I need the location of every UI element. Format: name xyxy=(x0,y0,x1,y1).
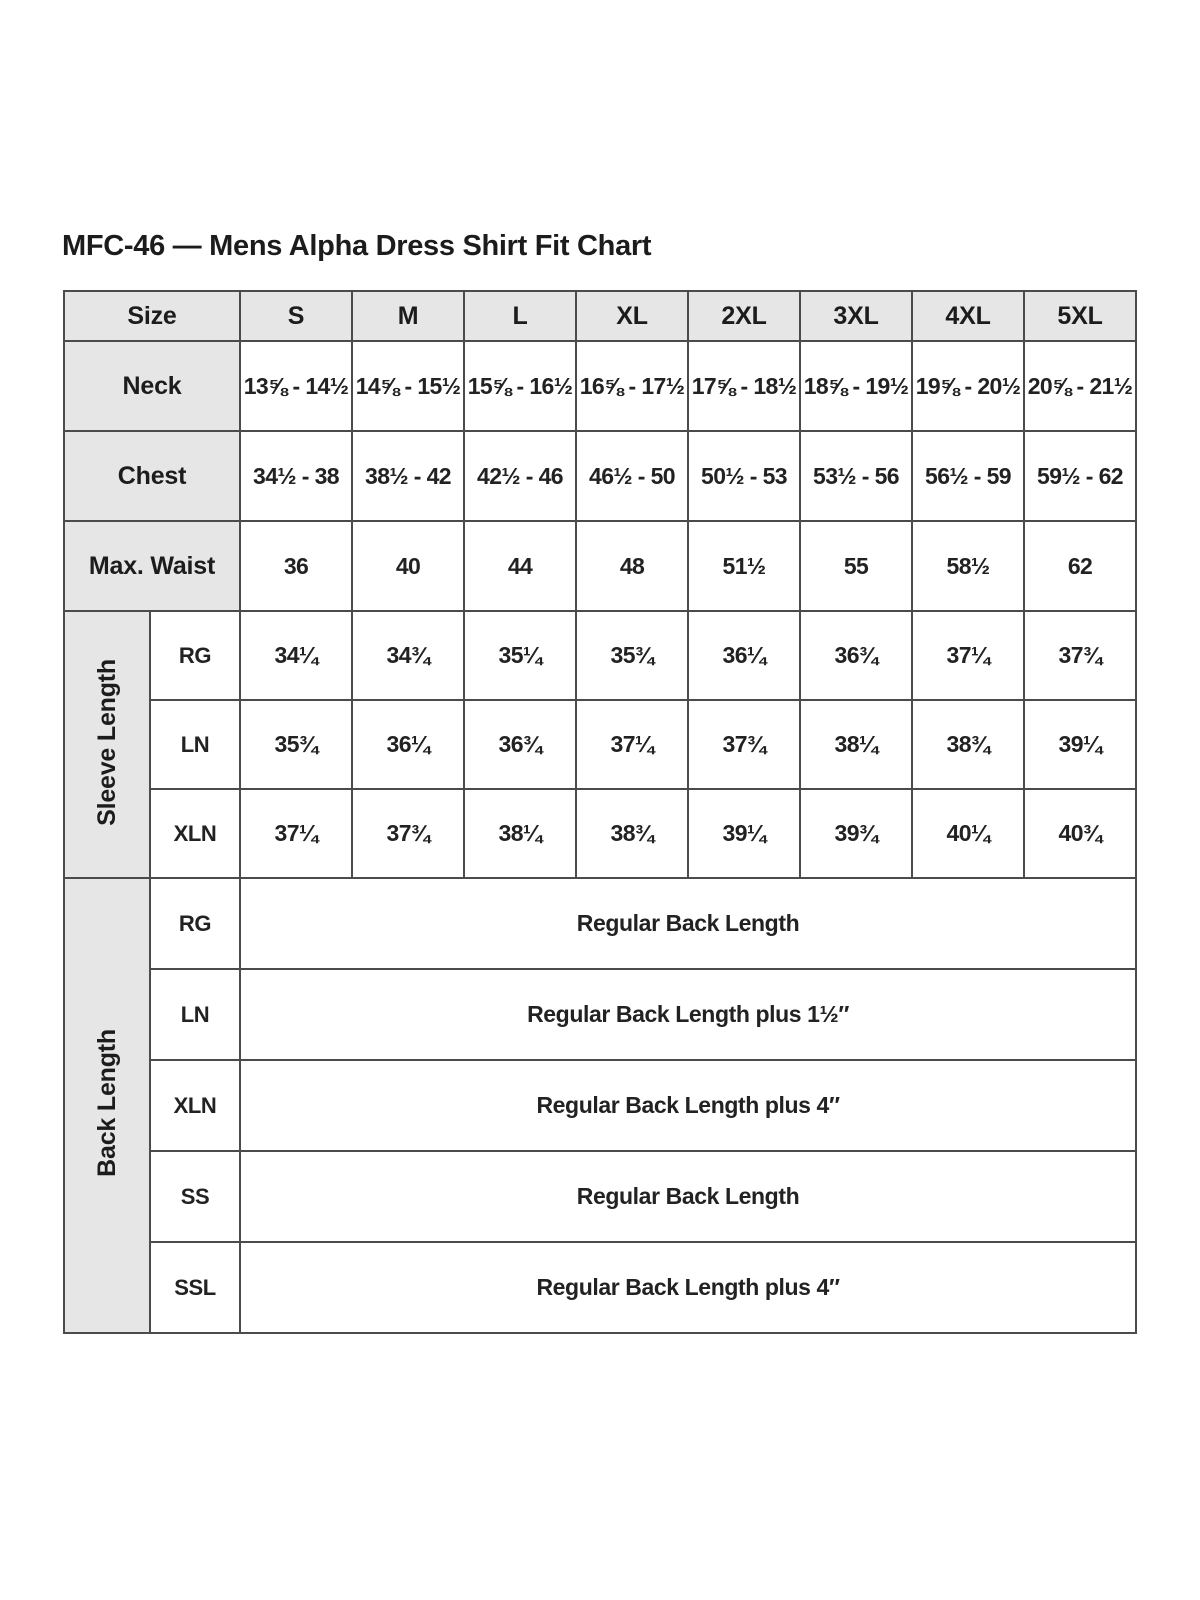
sleeve-xln-xl: 38¾ xyxy=(576,789,688,878)
neck-row xyxy=(64,341,1136,431)
back-ss-text: Regular Back Length xyxy=(240,1151,1136,1242)
sleeve-rg-m: 34¾ xyxy=(352,611,464,700)
sleeve-ln-2xl: 37¾ xyxy=(688,700,800,789)
back-rg-code: RG xyxy=(150,878,240,969)
col-header-5xl: 5XL xyxy=(1024,291,1136,341)
neck-value-m: 14⅝ - 15½ xyxy=(352,341,464,431)
sleeve-rg-4xl: 37¼ xyxy=(912,611,1024,700)
max-waist-row xyxy=(64,521,1136,611)
back-ln-code: LN xyxy=(150,969,240,1060)
chest-row xyxy=(64,431,1136,521)
sleeve-xln-5xl: 40¾ xyxy=(1024,789,1136,878)
sleeve-rg-xl: 35¾ xyxy=(576,611,688,700)
chest-row-label: Chest xyxy=(64,431,240,521)
sleeve-rg-code: RG xyxy=(150,611,240,700)
back-xln-text: Regular Back Length plus 4″ xyxy=(240,1060,1136,1151)
back-rg-row xyxy=(64,878,1136,969)
size-column-header: Size xyxy=(64,291,240,341)
back-ss-code: SS xyxy=(150,1151,240,1242)
back-ln-row xyxy=(64,969,1136,1060)
chest-value-4xl: 56½ - 59 xyxy=(912,431,1024,521)
max-waist-value-5xl: 62 xyxy=(1024,521,1136,611)
fit-chart-table xyxy=(63,290,1137,1334)
sleeve-ln-5xl: 39¼ xyxy=(1024,700,1136,789)
sleeve-length-label-text: Sleeve Length xyxy=(92,658,121,826)
chest-value-xl: 46½ - 50 xyxy=(576,431,688,521)
back-length-section-label xyxy=(64,878,150,1333)
sleeve-ln-3xl: 38¼ xyxy=(800,700,912,789)
col-header-4xl: 4XL xyxy=(912,291,1024,341)
neck-value-4xl: 19⅝ - 20½ xyxy=(912,341,1024,431)
max-waist-row-label: Max. Waist xyxy=(64,521,240,611)
neck-value-xl: 16⅝ - 17½ xyxy=(576,341,688,431)
chest-value-l: 42½ - 46 xyxy=(464,431,576,521)
page-title: MFC-46 — Mens Alpha Dress Shirt Fit Chart xyxy=(62,230,652,262)
sleeve-xln-4xl: 40¼ xyxy=(912,789,1024,878)
max-waist-value-l: 44 xyxy=(464,521,576,611)
sleeve-rg-3xl: 36¾ xyxy=(800,611,912,700)
col-header-3xl: 3XL xyxy=(800,291,912,341)
sleeve-ln-l: 36¾ xyxy=(464,700,576,789)
sleeve-xln-code: XLN xyxy=(150,789,240,878)
sleeve-xln-s: 37¼ xyxy=(240,789,352,878)
back-ln-text: Regular Back Length plus 1½″ xyxy=(240,969,1136,1060)
sleeve-rg-row xyxy=(64,611,1136,700)
sleeve-xln-2xl: 39¼ xyxy=(688,789,800,878)
sleeve-ln-code: LN xyxy=(150,700,240,789)
neck-value-2xl: 17⅝ - 18½ xyxy=(688,341,800,431)
sleeve-rg-s: 34¼ xyxy=(240,611,352,700)
max-waist-value-3xl: 55 xyxy=(800,521,912,611)
sleeve-rg-l: 35¼ xyxy=(464,611,576,700)
sleeve-rg-5xl: 37¾ xyxy=(1024,611,1136,700)
sleeve-xln-l: 38¼ xyxy=(464,789,576,878)
neck-value-5xl: 20⅝ - 21½ xyxy=(1024,341,1136,431)
back-xln-code: XLN xyxy=(150,1060,240,1151)
neck-value-l: 15⅝ - 16½ xyxy=(464,341,576,431)
chest-value-3xl: 53½ - 56 xyxy=(800,431,912,521)
col-header-s: S xyxy=(240,291,352,341)
sleeve-ln-4xl: 38¾ xyxy=(912,700,1024,789)
sleeve-rg-2xl: 36¼ xyxy=(688,611,800,700)
col-header-l: L xyxy=(464,291,576,341)
sleeve-xln-m: 37¾ xyxy=(352,789,464,878)
back-ssl-text: Regular Back Length plus 4″ xyxy=(240,1242,1136,1333)
sleeve-ln-m: 36¼ xyxy=(352,700,464,789)
header-row xyxy=(64,291,1136,341)
chest-value-2xl: 50½ - 53 xyxy=(688,431,800,521)
sleeve-ln-s: 35¾ xyxy=(240,700,352,789)
back-xln-row xyxy=(64,1060,1136,1151)
sleeve-xln-row xyxy=(64,789,1136,878)
back-ssl-row xyxy=(64,1242,1136,1333)
sleeve-length-section-label xyxy=(64,611,150,878)
sleeve-ln-row xyxy=(64,700,1136,789)
back-length-label-text: Back Length xyxy=(92,1029,121,1177)
max-waist-value-xl: 48 xyxy=(576,521,688,611)
max-waist-value-s: 36 xyxy=(240,521,352,611)
neck-row-label: Neck xyxy=(64,341,240,431)
max-waist-value-4xl: 58½ xyxy=(912,521,1024,611)
col-header-m: M xyxy=(352,291,464,341)
neck-value-s: 13⅝ - 14½ xyxy=(240,341,352,431)
neck-value-3xl: 18⅝ - 19½ xyxy=(800,341,912,431)
chest-value-s: 34½ - 38 xyxy=(240,431,352,521)
chest-value-5xl: 59½ - 62 xyxy=(1024,431,1136,521)
col-header-2xl: 2XL xyxy=(688,291,800,341)
sleeve-ln-xl: 37¼ xyxy=(576,700,688,789)
max-waist-value-m: 40 xyxy=(352,521,464,611)
sleeve-xln-3xl: 39¾ xyxy=(800,789,912,878)
col-header-xl: XL xyxy=(576,291,688,341)
back-ssl-code: SSL xyxy=(150,1242,240,1333)
max-waist-value-2xl: 51½ xyxy=(688,521,800,611)
back-rg-text: Regular Back Length xyxy=(240,878,1136,969)
back-ss-row xyxy=(64,1151,1136,1242)
chest-value-m: 38½ - 42 xyxy=(352,431,464,521)
